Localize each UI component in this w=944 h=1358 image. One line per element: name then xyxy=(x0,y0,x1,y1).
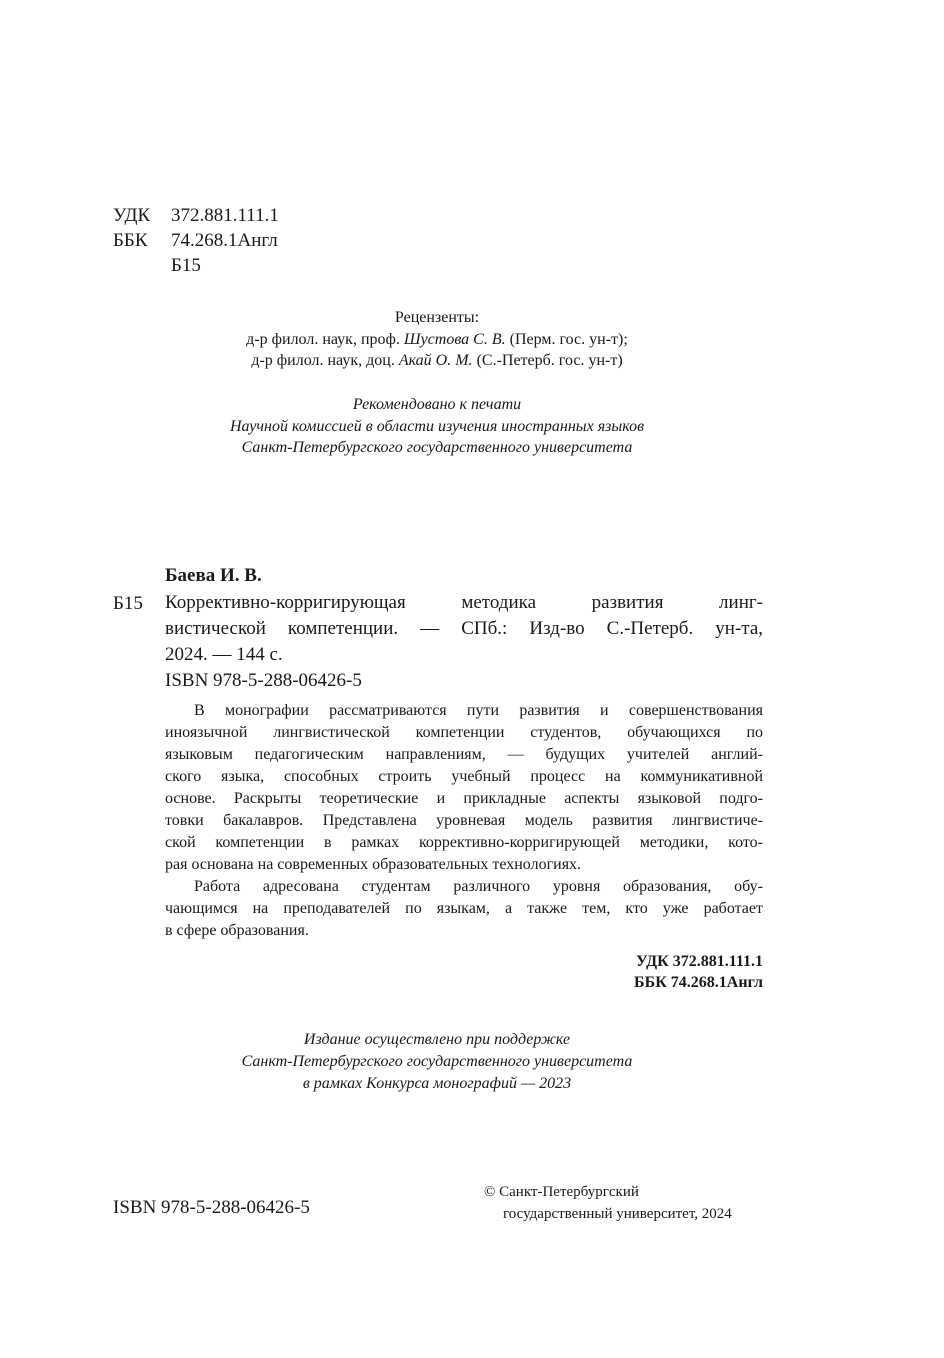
support-line: Издание осуществлено при поддержке xyxy=(303,1031,571,1048)
annotation xyxy=(165,700,763,942)
udk-code: УДК 372.881.111.1 xyxy=(636,953,763,970)
reviewer-1-affiliation: (Перм. гос. ун-т); xyxy=(509,330,628,348)
recommendation-line: Научной комиссией в области изучения иностранных языков xyxy=(229,417,645,435)
udk-row xyxy=(113,203,279,228)
reviewer-2-affiliation: (С.-Петерб. гос. ун-т) xyxy=(476,352,623,369)
copyright-line: © Санкт-Петербургский xyxy=(484,1184,639,1200)
annotation-line: иноязычной лингвистической компетенции студентов, обучающихся по xyxy=(165,724,763,741)
annotation-line: основе. Раскрыты теоретические и прикладные аспекты языковой подго- xyxy=(165,790,763,807)
udk-value: 372.881.111.1 xyxy=(171,205,279,226)
author-mark-row xyxy=(113,253,279,278)
annotation-line: ской компетенции в рамках коррективно-корригирующей методики, кото- xyxy=(165,834,763,851)
bibliographic-description xyxy=(165,590,763,694)
annotation-line: ского языка, способных строить учебный процесс на коммуникативной xyxy=(165,768,763,785)
annotation-line: рая основана на современных образовательных технологиях. xyxy=(165,856,582,873)
support-line: в рамках Конкурса монографий — 2023 xyxy=(302,1075,572,1092)
recommendation-line: Санкт-Петербургского государственного университета xyxy=(241,439,633,456)
bbk-value: 74.268.1Англ xyxy=(171,230,278,251)
classification-block xyxy=(113,203,279,278)
description-line: вистической компетенции. — СПб.: Изд-во С.-Петерб. ун-та, xyxy=(165,618,763,639)
reviewers-heading: Рецензенты: xyxy=(394,309,480,326)
annotation-line: Работа адресована студентам различного уровня образования, обу- xyxy=(194,878,763,895)
reviewer-2 xyxy=(160,350,714,372)
support-line: Санкт-Петербургского государственного университета xyxy=(241,1053,633,1070)
annotation-line: в сфере образования. xyxy=(165,922,309,939)
bibliographic-mark: Б15 xyxy=(113,593,143,614)
annotation-line: товки бакалавров. Представлена уровневая модель развития лингвистиче- xyxy=(165,812,763,829)
support-note xyxy=(160,1029,714,1095)
classification-codes xyxy=(560,951,763,993)
annotation-line: В монографии рассматриваются пути развития и совершенствования xyxy=(194,702,763,719)
annotation-line: чающимся на преподавателей по языкам, а также тем, кто уже работает xyxy=(165,900,763,917)
reviewer-1 xyxy=(160,329,714,351)
reviewer-2-degree: д-р филол. наук, доц. xyxy=(251,352,395,369)
annotation-line: языковым педагогическим направлениям, — будущих учителей англий- xyxy=(165,746,763,763)
recommendation-block xyxy=(160,394,714,459)
copyright-line: государственный университет, 2024 xyxy=(503,1206,732,1222)
bbk-row xyxy=(113,228,279,253)
description-line: Коррективно-корригирующая методика развития линг- xyxy=(165,592,763,613)
copyright xyxy=(484,1181,732,1225)
reviewer-2-name: Акай О. М. xyxy=(398,352,473,369)
udk-label: УДК xyxy=(113,205,151,226)
recommendation-line: Рекомендовано к печати xyxy=(352,396,522,413)
description-line: 2024. — 144 с. xyxy=(165,644,283,665)
reviewers-block xyxy=(160,307,714,372)
footer-isbn: ISBN 978-5-288-06426-5 xyxy=(113,1197,310,1218)
isbn: ISBN 978-5-288-06426-5 xyxy=(165,670,362,691)
reviewer-1-degree: д-р филол. наук, проф. xyxy=(246,330,400,348)
author-name: Баева И. В. xyxy=(165,565,262,586)
bbk-label: ББК xyxy=(113,230,148,251)
bbk-code: ББК 74.268.1Англ xyxy=(634,974,763,991)
author-mark: Б15 xyxy=(171,255,201,276)
reviewer-1-name: Шустова С. В. xyxy=(403,330,506,348)
